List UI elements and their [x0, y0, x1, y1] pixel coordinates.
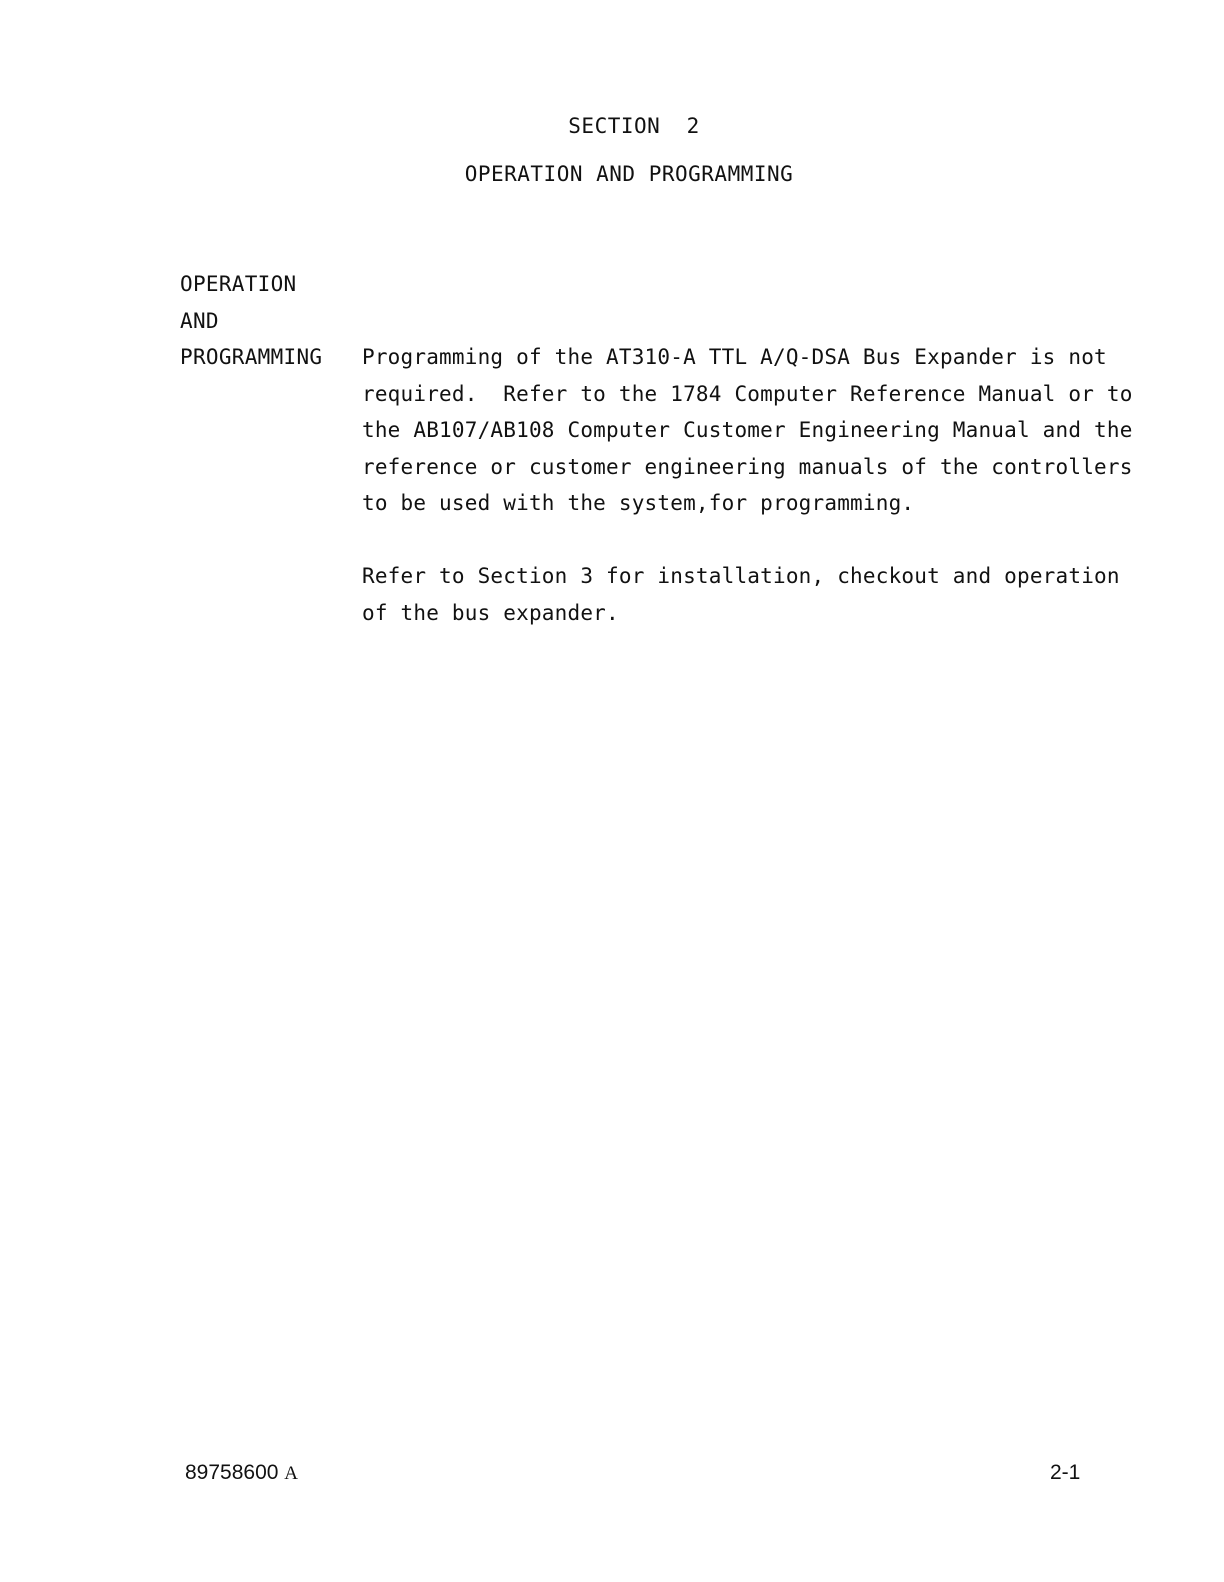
section-number: SECTION 2	[568, 114, 700, 138]
footer-doc-number	[185, 1461, 298, 1485]
side-heading	[180, 266, 322, 376]
body-paragraph-1	[362, 339, 1133, 522]
body-line: Refer to Section 3 for installation, checkout and operation	[362, 564, 1120, 588]
body-line: reference or customer engineering manuals of the controllers	[362, 454, 1133, 479]
revision-letter: A	[284, 1463, 299, 1484]
body-line: to be used with the system,for programming.	[362, 491, 915, 515]
body-line: of the bus expander.	[362, 600, 619, 625]
body-line: the AB107/AB108 Computer Customer Engineering Manual and the	[362, 418, 1133, 442]
body-paragraph-2	[362, 558, 1122, 631]
side-heading-line: AND	[180, 308, 219, 333]
page-number: 2-1	[1050, 1461, 1081, 1484]
side-heading-line: PROGRAMMING	[180, 345, 323, 369]
body-line: Programming of the AT310-A TTL A/Q-DSA Bus Expander is not	[362, 345, 1107, 369]
side-heading-line: OPERATION	[180, 272, 297, 296]
body-line: required. Refer to the 1784 Computer Reference Manual or to	[362, 381, 1133, 406]
doc-number: 89758600	[185, 1461, 279, 1484]
section-title: OPERATION AND PROGRAMMING	[464, 162, 794, 186]
